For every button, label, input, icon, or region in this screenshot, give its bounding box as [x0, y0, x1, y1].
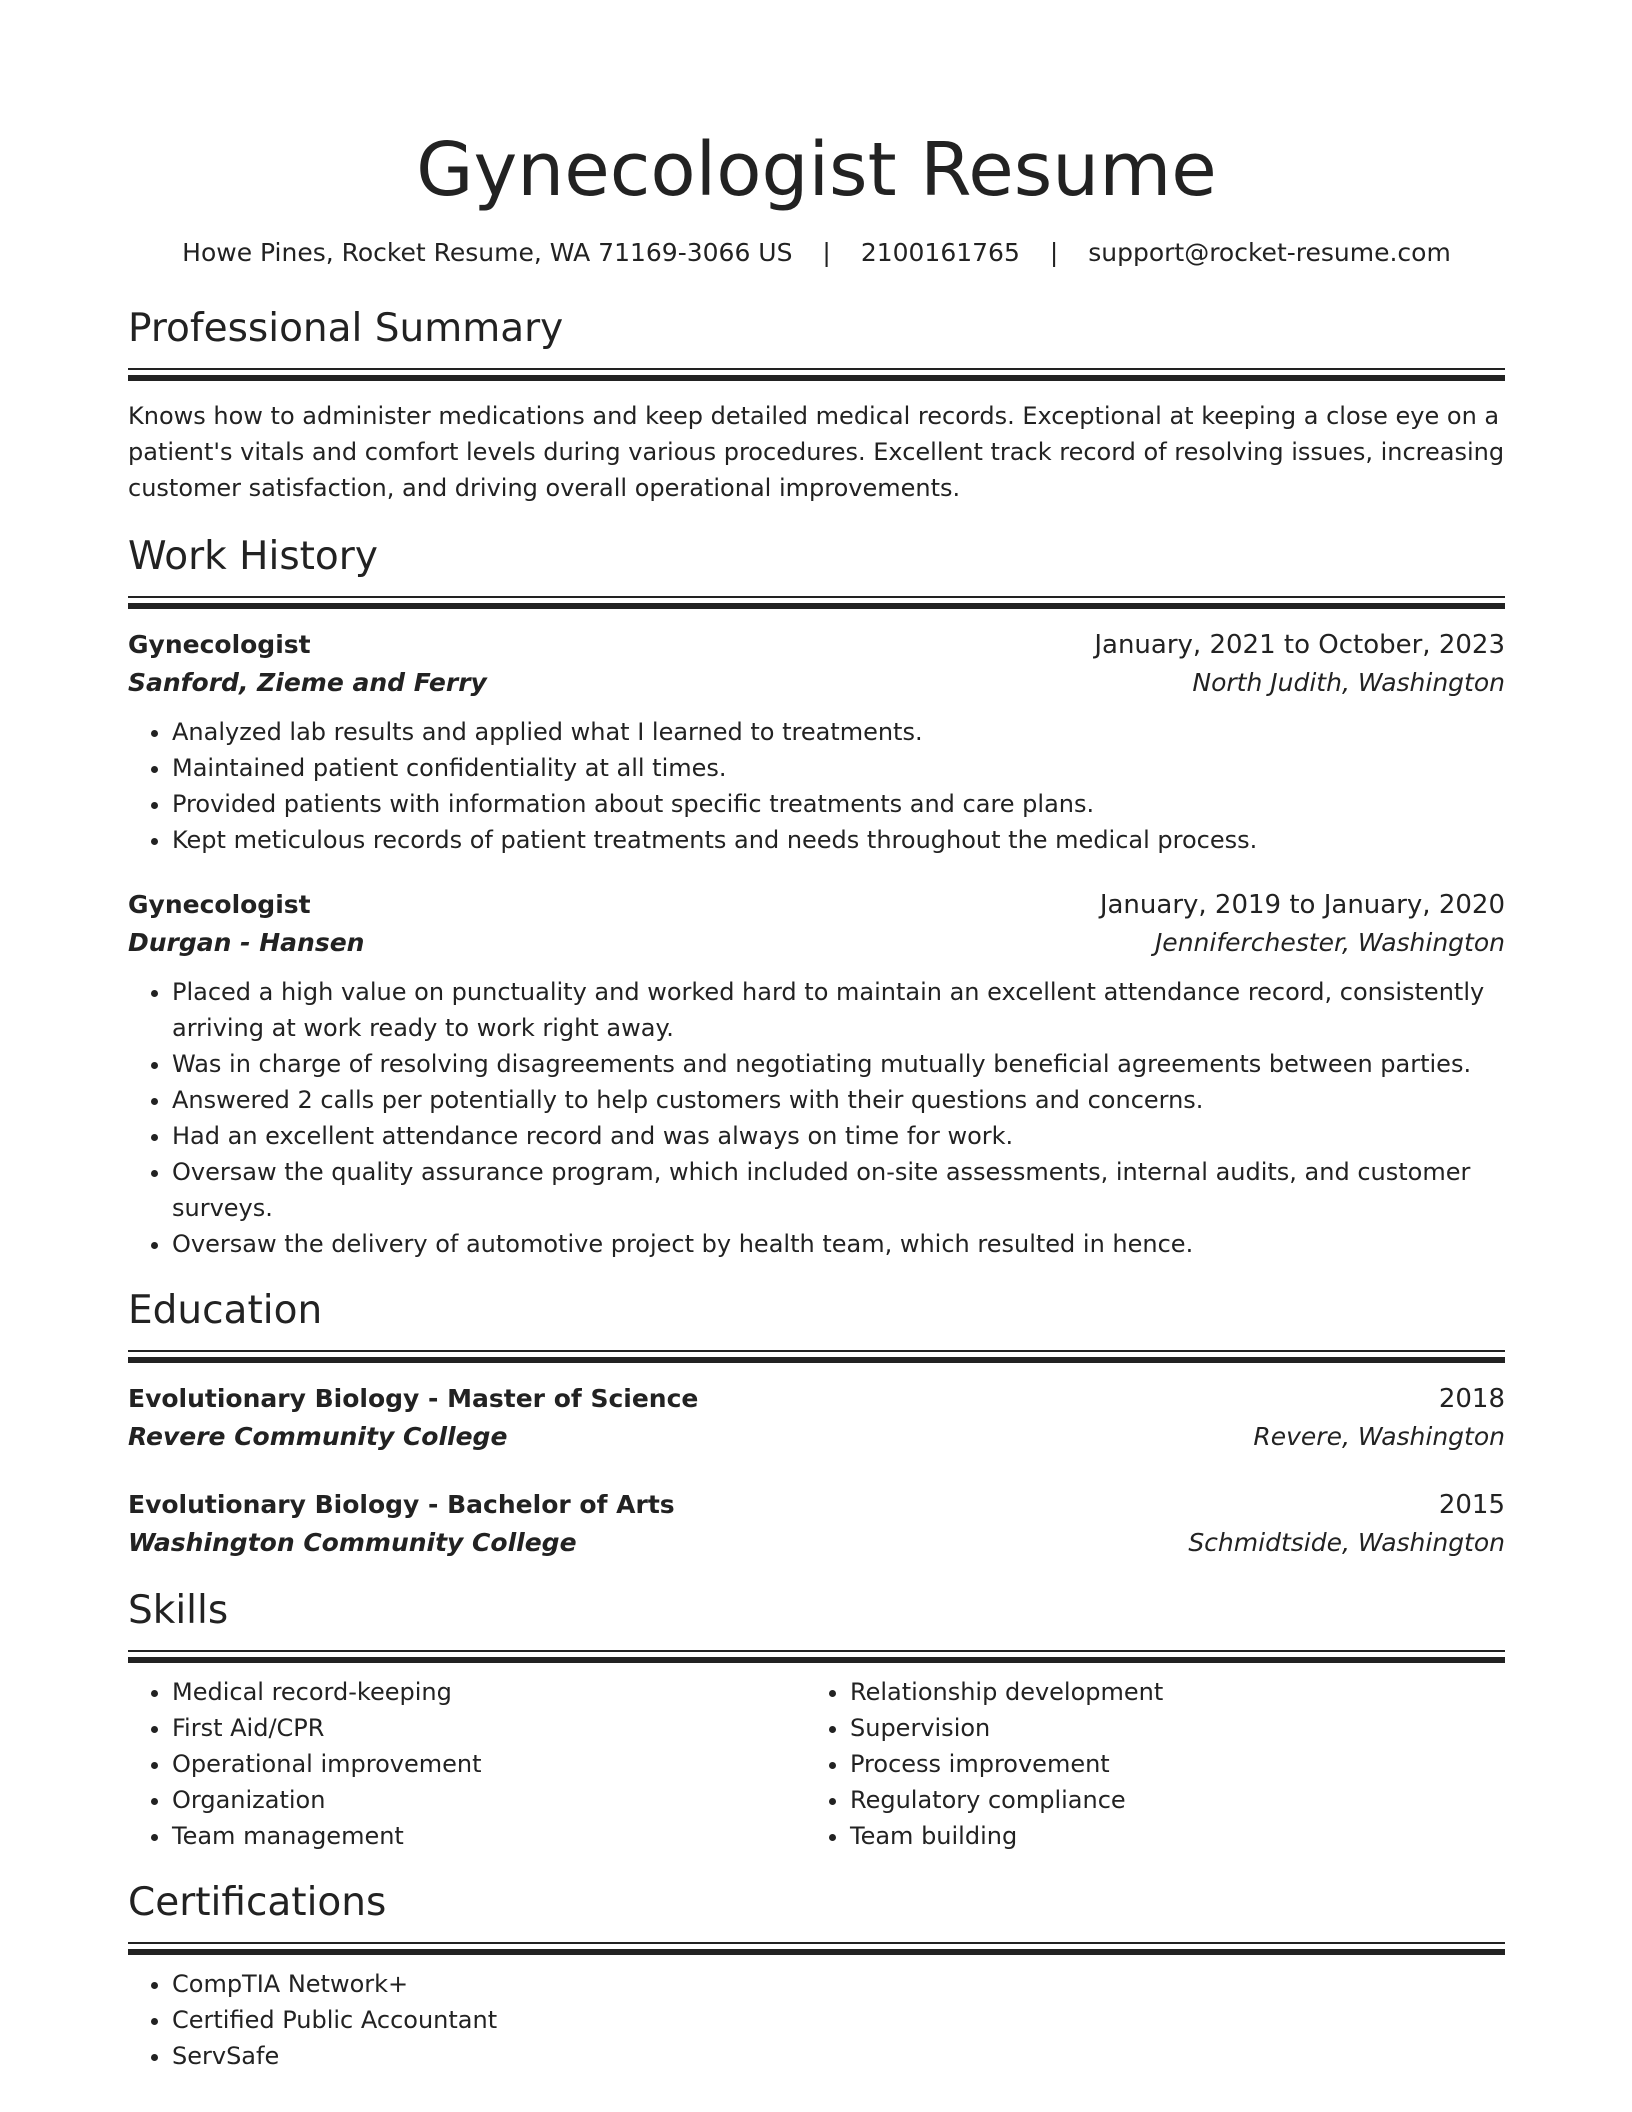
section-heading-work-history: Work History	[128, 534, 378, 579]
list-item: • ServSafe	[172, 2038, 1505, 2074]
skills-list-right	[806, 1674, 1484, 1854]
job-location: North Judith, Washington	[1192, 668, 1505, 697]
section-heading-certifications: Certifications	[128, 1880, 387, 1925]
job-entry	[128, 626, 1505, 858]
list-item: • Provided patients with information about specific treatments and care plans.	[172, 786, 1505, 822]
education-location: Revere, Washington	[1253, 1422, 1505, 1451]
job-dates: January, 2019 to January, 2020	[1099, 890, 1505, 920]
job-duties-list	[128, 714, 1505, 858]
job-dates: January, 2021 to October, 2023	[1094, 630, 1505, 660]
job-employer-row	[128, 664, 1505, 702]
job-header-row	[128, 886, 1505, 924]
section-divider	[128, 1350, 1505, 1362]
list-item: • Kept meticulous records of patient treatments and needs throughout the medical process.	[172, 822, 1505, 858]
certifications-section	[128, 1878, 1505, 2074]
list-item: • Supervision	[850, 1710, 1484, 1746]
education-degree: Evolutionary Biology - Bachelor of Arts	[128, 1490, 675, 1519]
education-entry	[128, 1380, 1505, 1456]
list-item: • Answered 2 calls per potentially to help customers with their questions and concerns.	[172, 1082, 1505, 1118]
section-heading-summary: Professional Summary	[128, 306, 564, 351]
job-employer-row	[128, 924, 1505, 962]
resume-title: Gynecologist Resume	[416, 127, 1217, 213]
contact-address: Howe Pines, Rocket Resume, WA 71169-3066 US	[182, 238, 793, 267]
education-location: Schmidtside, Washington	[1188, 1528, 1505, 1557]
education-degree: Evolutionary Biology - Master of Science	[128, 1384, 699, 1413]
list-item: • Regulatory compliance	[850, 1782, 1484, 1818]
list-item: • Process improvement	[850, 1746, 1484, 1782]
list-item: • First Aid/CPR	[172, 1710, 806, 1746]
summary-text: Knows how to administer medications and keep detailed medical records. Exceptional at keeping a close eye on a patient's vitals and comfort levels during various procedures. Excellent track record of resolving issues, increasing customer satisfaction, and driving overall operational improvements.	[128, 402, 1505, 502]
list-item: • Relationship development	[850, 1674, 1484, 1710]
list-item: • Oversaw the delivery of automotive project by health team, which resulted in hence.	[172, 1226, 1505, 1262]
job-header-row	[128, 626, 1505, 664]
work-history-section	[128, 532, 1505, 1262]
resume-page	[128, 0, 1505, 2074]
job-title: Gynecologist	[128, 630, 311, 659]
education-school: Revere Community College	[128, 1422, 508, 1451]
list-item: • Organization	[172, 1782, 806, 1818]
list-item: • Certified Public Accountant	[172, 2002, 1505, 2038]
section-divider	[128, 1942, 1505, 1954]
skills-list-left	[128, 1674, 806, 1854]
skills-section	[128, 1586, 1505, 1854]
section-heading-skills: Skills	[128, 1588, 229, 1633]
job-duties-list	[128, 974, 1505, 1262]
section-divider	[128, 368, 1505, 380]
education-entry	[128, 1486, 1505, 1562]
job-title: Gynecologist	[128, 890, 311, 919]
education-year: 2015	[1438, 1490, 1505, 1520]
section-heading-education: Education	[128, 1288, 323, 1333]
contact-separator: |	[822, 238, 831, 267]
education-school-row	[128, 1524, 1505, 1562]
education-year: 2018	[1438, 1384, 1505, 1414]
job-employer: Sanford, Zieme and Ferry	[128, 668, 487, 697]
education-section	[128, 1286, 1505, 1562]
list-item: • Team management	[172, 1818, 806, 1854]
list-item: • CompTIA Network+	[172, 1966, 1505, 2002]
section-divider	[128, 1650, 1505, 1662]
education-school: Washington Community College	[128, 1528, 577, 1557]
education-header-row	[128, 1380, 1505, 1418]
contact-phone: 2100161765	[860, 238, 1020, 267]
list-item: • Analyzed lab results and applied what I learned to treatments.	[172, 714, 1505, 750]
contact-line	[128, 236, 1505, 270]
contact-email: support@rocket-resume.com	[1088, 238, 1451, 267]
job-employer: Durgan - Hansen	[128, 928, 365, 957]
list-item: • Placed a high value on punctuality and worked hard to maintain an excellent attendance record, consistently arriving at work ready to work right away.	[172, 974, 1505, 1046]
job-location: Jenniferchester, Washington	[1154, 928, 1505, 957]
list-item: • Had an excellent attendance record and was always on time for work.	[172, 1118, 1505, 1154]
section-divider	[128, 596, 1505, 608]
list-item: • Maintained patient confidentiality at all times.	[172, 750, 1505, 786]
contact-separator: |	[1049, 238, 1059, 267]
list-item: • Medical record-keeping	[172, 1674, 806, 1710]
summary-section	[128, 304, 1505, 506]
list-item: • Team building	[850, 1818, 1484, 1854]
list-item: • Was in charge of resolving disagreements and negotiating mutually beneficial agreements between parties.	[172, 1046, 1505, 1082]
skills-grid	[128, 1674, 1505, 1854]
certifications-list	[128, 1966, 1505, 2074]
list-item: • Operational improvement	[172, 1746, 806, 1782]
job-entry	[128, 886, 1505, 1262]
education-school-row	[128, 1418, 1505, 1456]
education-header-row	[128, 1486, 1505, 1524]
list-item: • Oversaw the quality assurance program, which included on-site assessments, internal audits, and customer surveys.	[172, 1154, 1505, 1226]
